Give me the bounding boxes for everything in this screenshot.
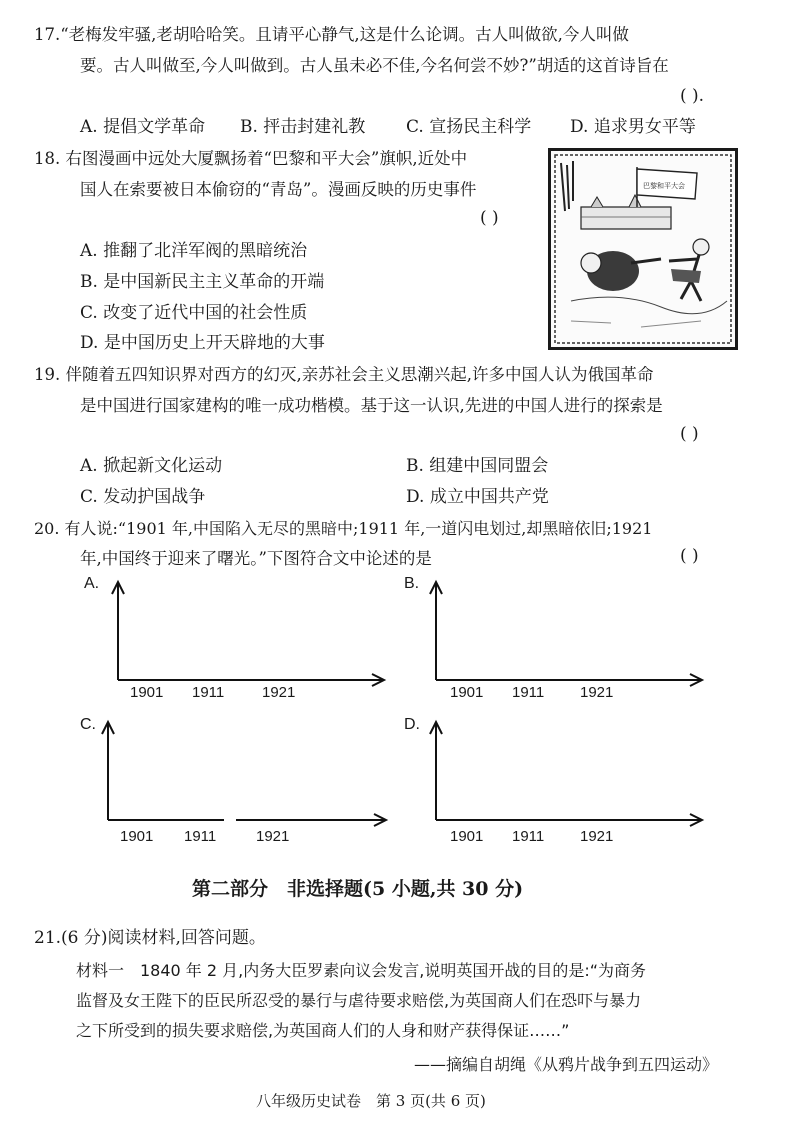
graph-b-tick-1901: 1901 bbox=[450, 684, 484, 701]
q18-stem-line1: 18. 右图漫画中远处大厦飘扬着“巴黎和平大会”旗帜,近处中 bbox=[34, 149, 468, 168]
q21-material1-line1: 材料一 1840 年 2 月,内务大臣罗素向议会发言,说明英国开战的目的是:“为商务 bbox=[76, 961, 647, 980]
graph-a-tick-1901: 1901 bbox=[130, 684, 164, 701]
q17-option-d: D. 追求男女平等 bbox=[570, 117, 696, 137]
graph-c-tick-1901: 1901 bbox=[120, 828, 154, 845]
graph-d-tick-1921: 1921 bbox=[580, 828, 614, 845]
q20-stem-line1: 20. 有人说:“1901 年,中国陷入无尽的黑暗中;1911 年,一道闪电划过,却黑暗依旧;1921 bbox=[34, 519, 653, 538]
q18-option-a: A. 推翻了北洋军阀的黑暗统治 bbox=[80, 241, 308, 261]
q21-material1-line2: 监督及女王陛下的臣民所忍受的暴行与虐待要求赔偿,为英国商人们在恐吓与暴力 bbox=[76, 991, 642, 1010]
graph-b bbox=[418, 578, 708, 688]
q18-option-b: B. 是中国新民主主义革命的开端 bbox=[80, 272, 325, 292]
graph-a-tick-1911: 1911 bbox=[192, 684, 225, 701]
cartoon-drawing bbox=[551, 151, 735, 347]
q20-stem-line2: 年,中国终于迎来了曙光。”下图符合文中论述的是 bbox=[80, 549, 432, 568]
q19-option-b: B. 组建中国同盟会 bbox=[406, 456, 549, 476]
q19-option-a: A. 掀起新文化运动 bbox=[80, 456, 223, 476]
q17-option-c: C. 宣扬民主科学 bbox=[406, 117, 532, 137]
q17-option-a: A. 提倡文学革命 bbox=[80, 117, 206, 137]
graph-d bbox=[418, 718, 708, 828]
q21-stem: 21.(6 分)阅读材料,回答问题。 bbox=[34, 928, 266, 948]
part2-title: 第二部分 非选择题(5 小题,共 30 分) bbox=[192, 878, 524, 900]
graph-d-tick-1901: 1901 bbox=[450, 828, 484, 845]
q21-material1-line3: 之下所受到的损失要求赔偿,为英国商人们的人身和财产获得保证……” bbox=[76, 1021, 570, 1040]
graph-a bbox=[100, 578, 390, 688]
q21-source: ——摘编自胡绳《从鸦片战争到五四运动》 bbox=[414, 1055, 719, 1074]
q19-answer-paren: ( ) bbox=[680, 424, 699, 444]
q18-stem-line2: 国人在索要被日本偷窃的“青岛”。漫画反映的历史事件 bbox=[80, 180, 477, 199]
graph-c bbox=[90, 718, 390, 828]
cartoon-image bbox=[548, 148, 738, 350]
page-footer: 八年级历史试卷 第 3 页(共 6 页) bbox=[256, 1092, 486, 1110]
q19-option-d: D. 成立中国共产党 bbox=[406, 487, 549, 507]
graph-c-letter: C. bbox=[80, 716, 96, 733]
graph-d-letter: D. bbox=[404, 716, 420, 733]
graph-b-tick-1911: 1911 bbox=[512, 684, 545, 701]
q17-option-b: B. 抨击封建礼教 bbox=[240, 117, 366, 137]
graph-a-letter: A. bbox=[84, 575, 100, 592]
graph-c-tick-1911: 1911 bbox=[184, 828, 217, 845]
q18-option-c: C. 改变了近代中国的社会性质 bbox=[80, 303, 308, 323]
q19-stem-line1: 19. 伴随着五四知识界对西方的幻灭,亲苏社会主义思潮兴起,许多中国人认为俄国革命 bbox=[34, 365, 654, 384]
graph-a-tick-1921: 1921 bbox=[262, 684, 296, 701]
q17-stem-line1: 17.“老梅发牢骚,老胡哈哈笑。且请平心静气,这是什么论调。古人叫做欲,今人叫做 bbox=[34, 25, 629, 44]
graph-b-tick-1921: 1921 bbox=[580, 684, 614, 701]
q17-answer-paren: ( ). bbox=[680, 86, 705, 106]
graph-d-tick-1911: 1911 bbox=[512, 828, 545, 845]
comic-flag-text: 巴黎和平大会 bbox=[643, 182, 685, 190]
q17-stem-line2: 要。古人叫做至,今人叫做到。古人虽未必不佳,今名何尝不妙?”胡适的这首诗旨在 bbox=[80, 56, 669, 75]
q19-stem-line2: 是中国进行国家建构的唯一成功楷模。基于这一认识,先进的中国人进行的探索是 bbox=[80, 396, 663, 415]
graph-c-tick-1921: 1921 bbox=[256, 828, 290, 845]
q20-answer-paren: ( ) bbox=[680, 546, 699, 566]
graph-b-letter: B. bbox=[404, 575, 420, 592]
q18-option-d: D. 是中国历史上开天辟地的大事 bbox=[80, 333, 325, 353]
q19-option-c: C. 发动护国战争 bbox=[80, 487, 206, 507]
q18-answer-paren: ( ) bbox=[480, 208, 499, 228]
